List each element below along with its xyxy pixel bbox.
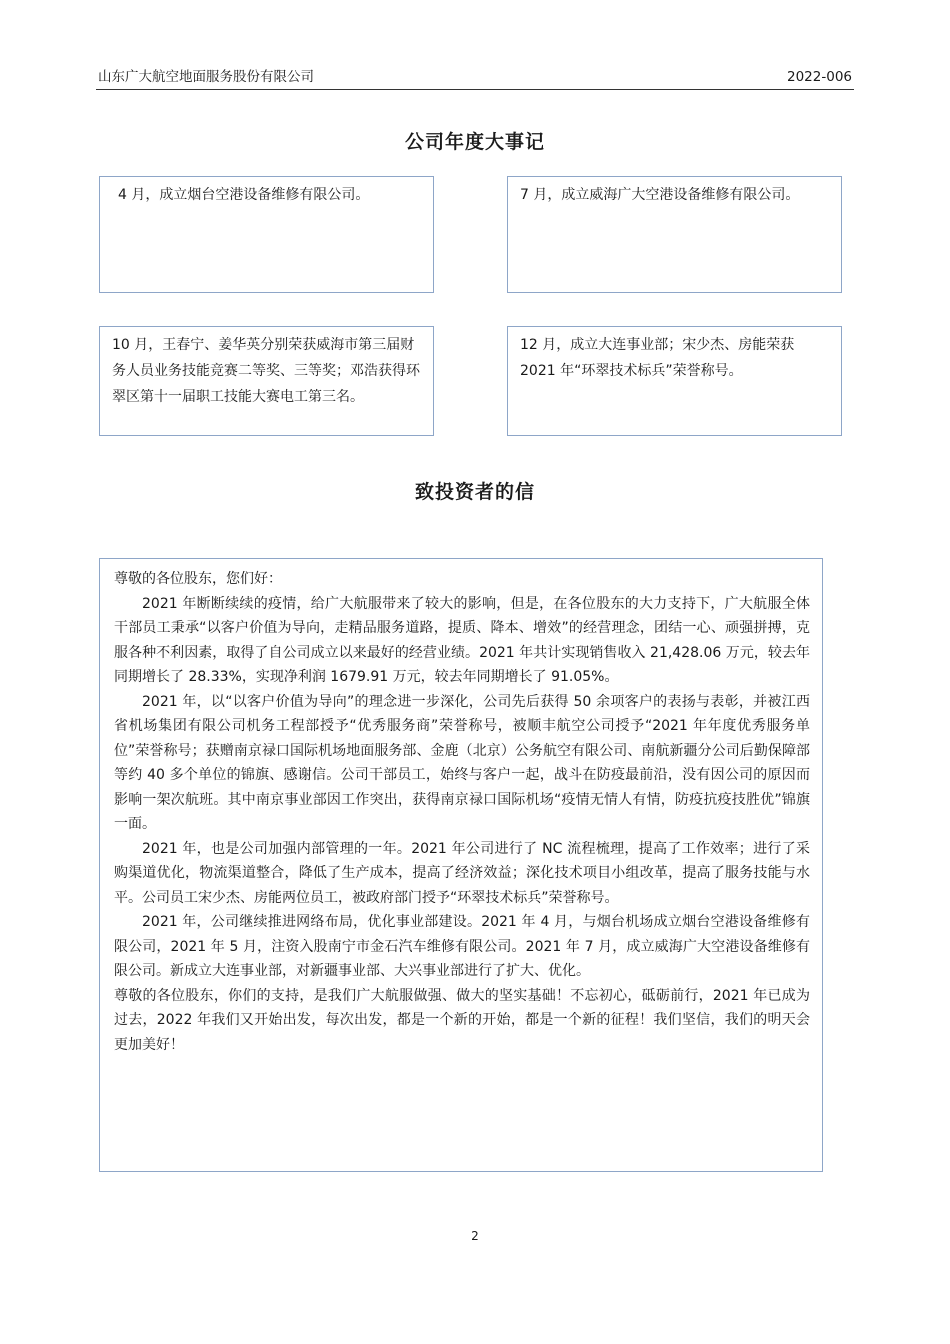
event-box-october [99, 326, 434, 436]
events-section-title: 公司年度大事记 [404, 131, 545, 153]
header-company-name: 山东广大航空地面服务股份有限公司 [98, 69, 314, 85]
investor-letter [99, 558, 823, 1172]
event-box-april [99, 176, 434, 293]
letter-paragraph: 2021 年断断续续的疫情，给广大航服带来了较大的影响，但是，在各位股东的大力支持下，广大航服全体干部员工秉承“以客户价值为导向，走精品服务道路，提质、降本、增效”的经营理念，团结一心、顽强拼搏，克服各种不利因素，取得了自公司成立以来最好的经营业绩。2021 年共计实现销售收入 21,428.06 万元，较去年同期增长了 28.33%，实现净利润 1679.91 万元，较去年同期增长了 91.05%。 [114, 595, 810, 685]
letter-section-title: 致投资者的信 [414, 481, 535, 503]
letter-paragraph: 2021 年，公司继续推进网络布局，优化事业部建设。2021 年 4 月，与烟台机场成立烟台空港设备维修有限公司，2021 年 5 月，注资入股南宁市金石汽车维修有限公司。2021 年 7 月，成立威海广大空港设备维修有限公司。新成立大连事业部，对新疆事业部、大兴事业部进行了扩大、优化。 [114, 914, 810, 979]
letter-paragraph: 2021 年，也是公司加强内部管理的一年。2021 年公司进行了 NC 流程梳理，提高了工作效率；进行了采购渠道优化，物流渠道整合，降低了生产成本，提高了经济效益；深化技术项目小组改革，提高了服务技能与水平。公司员工宋少杰、房能两位员工，被政府部门授予“环翠技术标兵”荣誉称号。 [114, 840, 810, 906]
event-box-december [507, 326, 842, 436]
letter-closing: 尊敬的各位股东，你们的支持，是我们广大航服做强、做大的坚实基础！不忘初心，砥砺前行，2021 年已成为过去，2022 年我们又开始出发，每次出发，都是一个新的开始，都是一个新的征程！我们坚信，我们的明天会更加美好！ [114, 987, 810, 1053]
event-text: 7 月，成立威海广大空港设备维修有限公司。 [520, 187, 800, 203]
page-header [96, 64, 854, 90]
letter-paragraph: 2021 年，以“以客户价值为导向”的理念进一步深化，公司先后获得 50 余项客户的表扬与表彰，并被江西省机场集团有限公司机务工程部授予“优秀服务商”荣誉称号，被顺丰航空公司授予“2021 年年度优秀服务单位”荣誉称号；获赠南京禄口国际机场地面服务部、金鹿（北京）公务航空有限公司、南航新疆分公司后勤保障部等约 40 多个单位的锦旗、感谢信。公司干部员工，始终与客户一起，战斗在防疫最前沿，没有因公司的原因而影响一架次航班。其中南京事业部因工作突出，获得南京禄口国际机场“疫情无情人有情，防疫抗疫技胜优”锦旗一面。 [114, 693, 810, 832]
event-box-july [507, 176, 842, 293]
letter-greeting: 尊敬的各位股东，您们好： [114, 571, 282, 587]
header-document-code: 2022-006 [787, 69, 852, 85]
page-number: 2 [471, 1229, 479, 1243]
event-text: 4 月，成立烟台空港设备维修有限公司。 [118, 187, 370, 203]
event-text: 10 月，王春宁、姜华英分别荣获威海市第三届财务人员业务技能竞赛二等奖、三等奖；邓浩获得环翠区第十一届职工技能大赛电工第三名。 [112, 337, 420, 405]
event-text: 12 月，成立大连事业部；宋少杰、房能荣获 2021 年“环翠技术标兵”荣誉称号。 [520, 337, 795, 379]
